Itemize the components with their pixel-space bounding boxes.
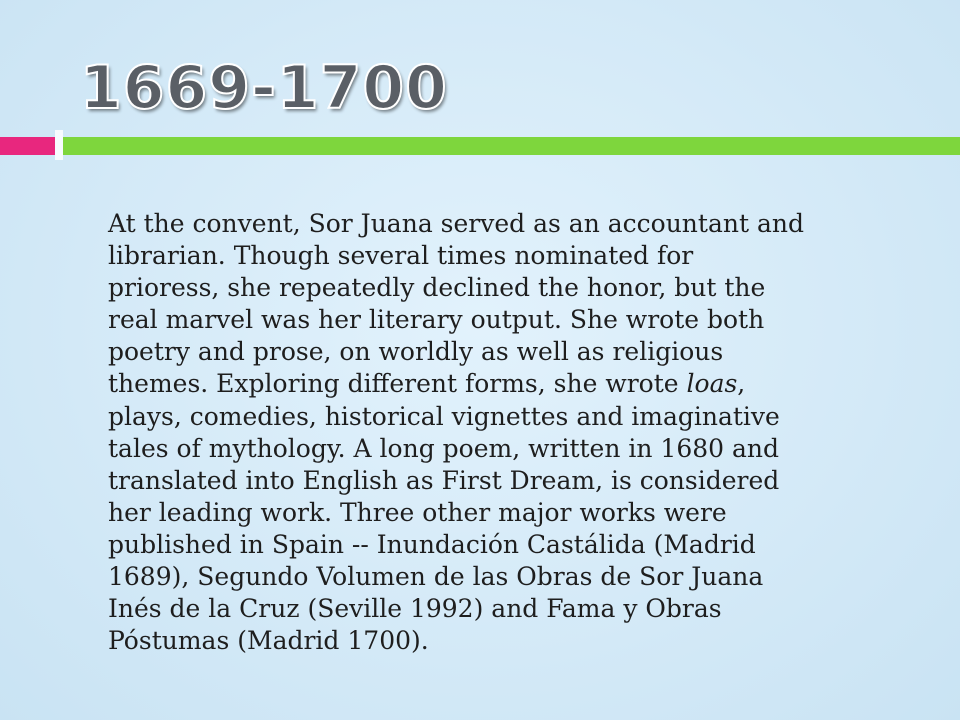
body-text-part-1: At the convent, Sor Juana served as an accountant and librarian. Though several times nominated for prioress, she repeatedly declined the honor, but the real marvel was her literary output. She wrote both poetry and prose, on worldly as well as religious themes. Exploring different forms, she wrote — [108, 209, 804, 399]
title-rule-green-segment — [63, 137, 960, 155]
slide-body-text — [108, 208, 930, 657]
title-rule-gap — [55, 130, 63, 160]
slide-title: 1669-1700 — [80, 53, 448, 123]
body-text-part-2: , plays, comedies, historical vignettes and imaginative tales of mythology. A long poem, written in 1680 and translated into English as First Dream, is considered her leading work. Three other major works were published in Spain -- Inundación Castálida (Madrid 1689), Segundo Volumen de las Obras de Sor Juana Inés de la Cruz (Seville 1992) and Fama y Obras Póstumas (Madrid 1700). — [108, 369, 780, 656]
title-rule-pink-segment — [0, 137, 55, 155]
body-text-italic-loas: loas — [686, 369, 738, 399]
